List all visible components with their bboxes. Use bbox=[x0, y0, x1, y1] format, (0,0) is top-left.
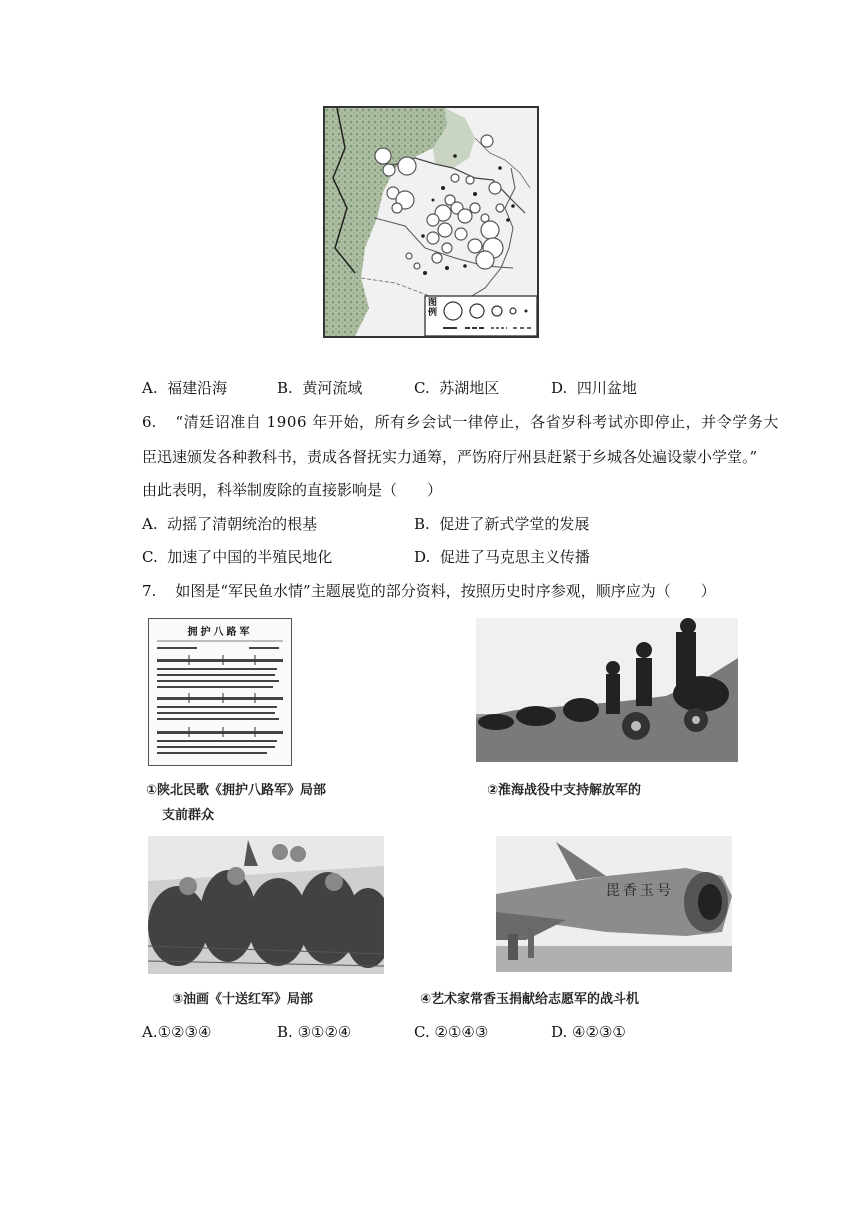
option-letter: B. bbox=[277, 1023, 293, 1041]
option-letter: B. bbox=[414, 515, 430, 533]
q6-line1: “清廷诏准自 1906 年开始，所有乡会试一律停止，各省岁科考试亦即停止，并令学务大 bbox=[175, 413, 779, 431]
option-letter: D. bbox=[551, 1023, 568, 1041]
q5-option-c[interactable] bbox=[414, 378, 499, 398]
q6-stem-line2: 臣迅速颁发各种教科书，责成各督抚实力通筹，严饬府厅州县赶紧于乡城各处遍设蒙小学堂。” bbox=[142, 448, 758, 466]
option-letter: C. bbox=[414, 1023, 430, 1041]
option-text: ①②③④ bbox=[157, 1023, 212, 1041]
song-title: 拥护八路军 bbox=[187, 627, 253, 638]
q6-option-c[interactable] bbox=[142, 547, 332, 567]
option-letter: D. bbox=[414, 548, 431, 566]
q7-option-c[interactable] bbox=[414, 1022, 488, 1042]
option-text: 促进了新式学堂的发展 bbox=[439, 515, 590, 533]
q5-option-b[interactable] bbox=[277, 378, 362, 398]
option-letter: B. bbox=[277, 379, 293, 397]
option-letter: A. bbox=[142, 379, 158, 397]
image-fighter-jet bbox=[496, 836, 732, 972]
image-song-sheet bbox=[148, 618, 292, 766]
huaihai-photo-graphic bbox=[476, 618, 738, 762]
distribution-map bbox=[323, 106, 539, 338]
image-ten-send-red-army-painting bbox=[148, 836, 384, 974]
option-text: 动摇了清朝统治的根基 bbox=[167, 515, 318, 533]
option-letter: C. bbox=[414, 379, 430, 397]
option-text: 黄河流域 bbox=[302, 379, 363, 397]
q7-option-d[interactable] bbox=[551, 1022, 626, 1042]
caption-2: ②淮海战役中支持解放军的 bbox=[487, 783, 642, 798]
sheet-music-graphic bbox=[149, 619, 291, 765]
q7-number: 7. bbox=[142, 582, 157, 600]
caption-4: ④艺术家常香玉捐献给志愿军的战斗机 bbox=[420, 992, 640, 1007]
option-letter: C. bbox=[142, 548, 158, 566]
q7-stem bbox=[142, 581, 716, 601]
fighter-jet-graphic bbox=[496, 836, 732, 972]
painting-graphic bbox=[148, 836, 384, 974]
map-legend-label: 图例 bbox=[428, 298, 438, 318]
q5-option-d[interactable] bbox=[551, 378, 637, 398]
caption-1-line1: ①陕北民歌《拥护八路军》局部 bbox=[146, 783, 327, 798]
q7-stem-text: 如图是“军民鱼水情”主题展览的部分资料，按照历史时序参观，顺序应为（ ） bbox=[175, 582, 716, 600]
option-text: 福建沿海 bbox=[167, 379, 228, 397]
option-text: 促进了马克思主义传播 bbox=[439, 548, 590, 566]
q6-option-b[interactable] bbox=[414, 514, 589, 534]
q5-option-a[interactable] bbox=[142, 378, 227, 398]
q6-option-a[interactable] bbox=[142, 514, 317, 534]
option-text: ④②③① bbox=[572, 1023, 626, 1041]
caption-1-line2: 支前群众 bbox=[162, 808, 215, 823]
image-huaihai-support bbox=[476, 618, 738, 762]
q6-number: 6. bbox=[142, 413, 157, 431]
q6-stem-line1 bbox=[142, 412, 779, 432]
option-letter: D. bbox=[551, 379, 568, 397]
q6-option-d[interactable] bbox=[414, 547, 590, 567]
option-text: 四川盆地 bbox=[576, 379, 637, 397]
option-text: 苏湖地区 bbox=[439, 379, 500, 397]
option-letter: A. bbox=[142, 515, 158, 533]
plane-inscription: 毘香玉号 bbox=[606, 883, 674, 899]
option-text: ②①④③ bbox=[434, 1023, 489, 1041]
caption-3: ③油画《十送红军》局部 bbox=[172, 992, 314, 1007]
option-letter: A. bbox=[142, 1023, 158, 1041]
option-text: 加速了中国的半殖民地化 bbox=[167, 548, 333, 566]
option-text: ③①②④ bbox=[297, 1023, 352, 1041]
q7-option-b[interactable] bbox=[277, 1022, 351, 1042]
q7-option-a[interactable] bbox=[142, 1022, 211, 1042]
q6-stem-line3: 由此表明，科举制废除的直接影响是（ ） bbox=[142, 481, 443, 499]
